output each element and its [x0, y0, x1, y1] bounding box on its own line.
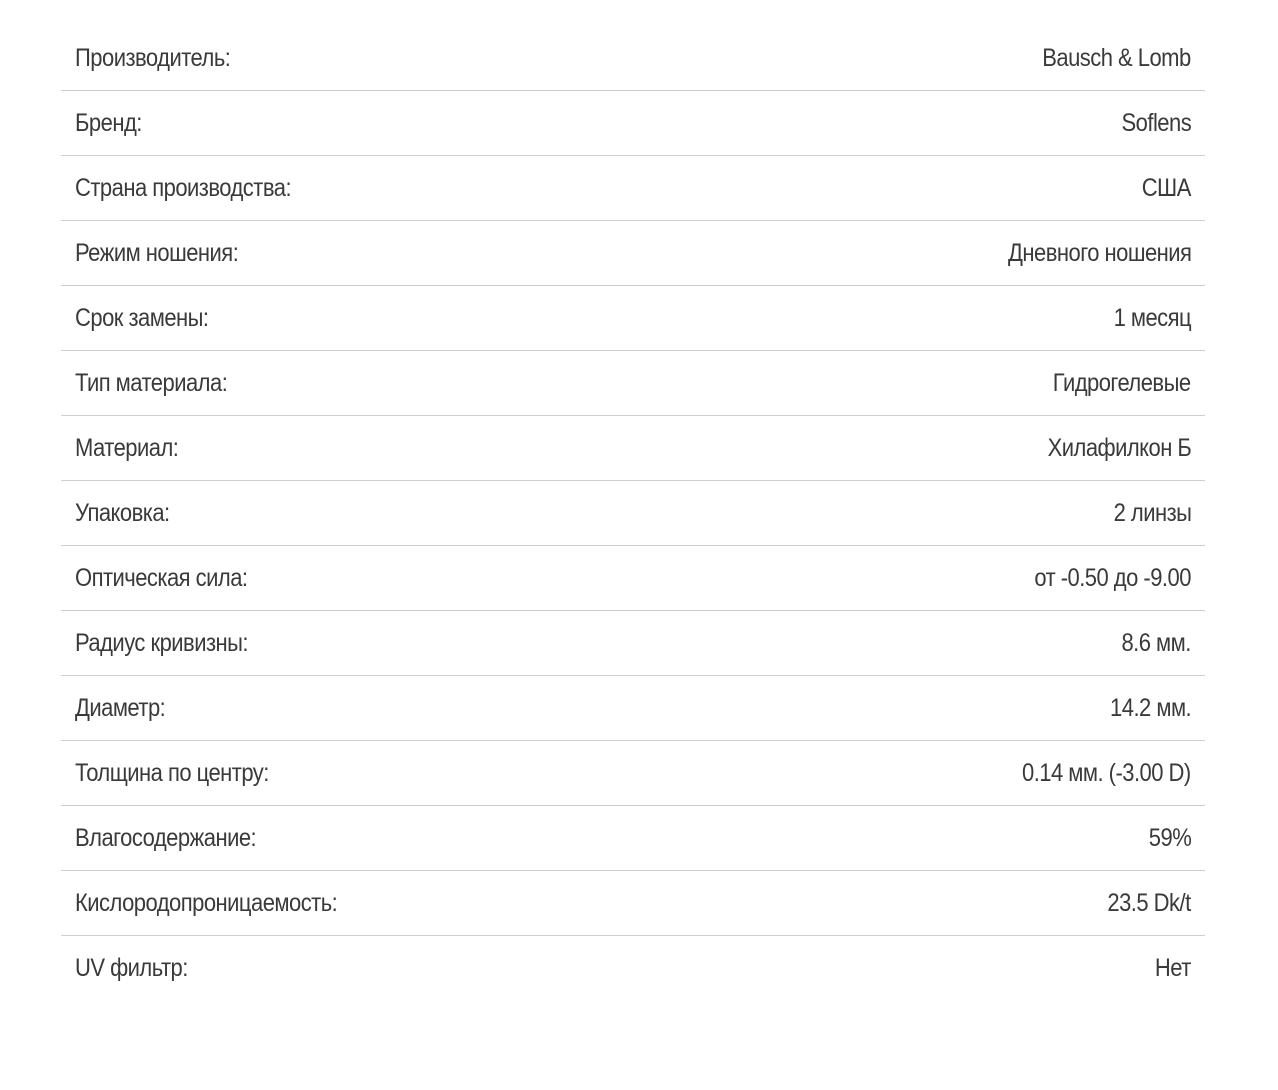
spec-value: от -0.50 до -9.00 [1034, 563, 1191, 592]
spec-row-brand [61, 91, 1205, 156]
spec-label: Производитель: [75, 43, 231, 72]
spec-label: Тип материала: [75, 368, 228, 397]
spec-row-base-curve [61, 611, 1205, 676]
spec-value: Soflens [1121, 108, 1191, 137]
spec-row-material-type [61, 351, 1205, 416]
spec-row-replacement [61, 286, 1205, 351]
spec-row-water-content [61, 806, 1205, 871]
spec-label: Режим ношения: [75, 238, 239, 267]
spec-label: Страна производства: [75, 173, 292, 202]
spec-label: UV фильтр: [75, 954, 188, 982]
spec-value: 14.2 мм. [1109, 693, 1191, 722]
spec-value: Нет [1155, 954, 1191, 982]
spec-row-optical-power [61, 546, 1205, 611]
spec-value: 2 линзы [1113, 498, 1191, 527]
spec-row-oxygen-permeability [61, 871, 1205, 936]
spec-value: 0.14 мм. (-3.00 D) [1022, 758, 1191, 787]
spec-value: Bausch & Lomb [1042, 43, 1191, 72]
spec-row-manufacturer [61, 26, 1205, 91]
spec-row-material [61, 416, 1205, 481]
spec-label: Диаметр: [75, 693, 166, 722]
spec-value: 23.5 Dk/t [1107, 888, 1191, 917]
spec-value: США [1141, 173, 1191, 202]
spec-row-country [61, 156, 1205, 221]
spec-label: Влагосодержание: [75, 823, 257, 852]
spec-label: Оптическая сила: [75, 563, 248, 592]
spec-label: Бренд: [75, 108, 142, 137]
spec-value: Гидрогелевые [1053, 368, 1191, 397]
spec-row-center-thickness [61, 741, 1205, 806]
spec-label: Материал: [75, 433, 179, 462]
spec-label: Радиус кривизны: [75, 628, 249, 657]
spec-label: Срок замены: [75, 303, 209, 332]
spec-value: Дневного ношения [1007, 238, 1191, 267]
spec-label: Толщина по центру: [75, 758, 269, 787]
spec-value: 8.6 мм. [1121, 628, 1191, 657]
spec-label: Кислородопроницаемость: [75, 888, 338, 917]
spec-row-uv-filter [61, 936, 1205, 1001]
spec-label: Упаковка: [75, 498, 170, 527]
spec-value: 59% [1148, 823, 1191, 852]
spec-row-diameter [61, 676, 1205, 741]
spec-row-wear-mode [61, 221, 1205, 286]
spec-value: Хилафилкон Б [1047, 433, 1191, 462]
spec-value: 1 месяц [1113, 303, 1191, 332]
product-specs-table [61, 26, 1205, 1001]
spec-row-package [61, 481, 1205, 546]
